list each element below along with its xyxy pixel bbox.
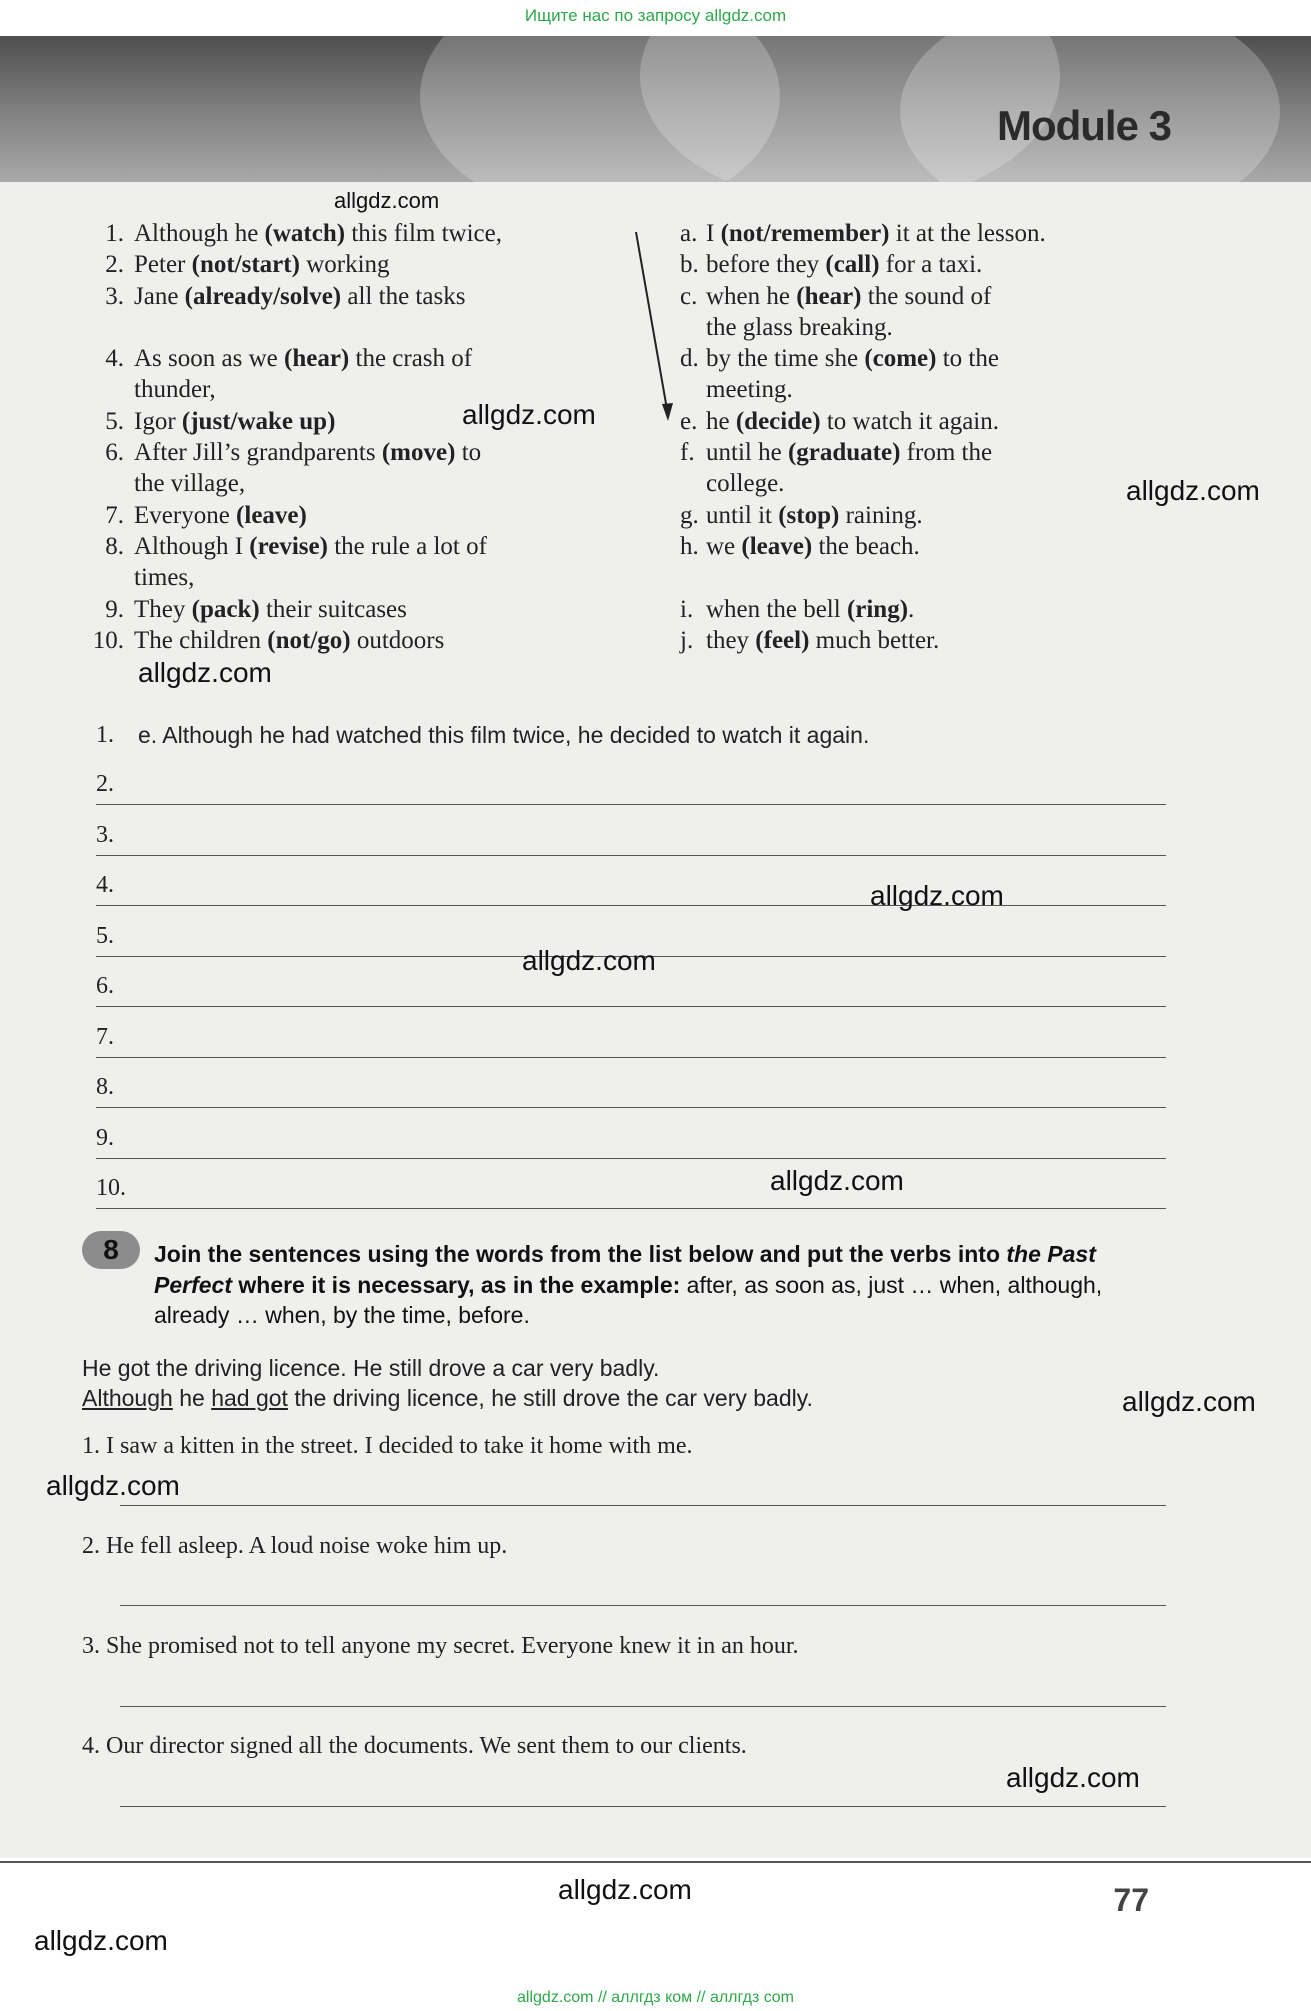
watermark: allgdz.com — [34, 1925, 168, 1956]
watermark: allgdz.com — [1006, 1762, 1140, 1793]
clause-text: As soon as we — [134, 345, 284, 373]
clause-text: Although I — [134, 532, 250, 560]
clause-label: 10. — [92, 626, 124, 654]
clause-text: the crash of — [349, 345, 473, 373]
clause-label: 8. — [105, 532, 124, 560]
verb-prompt: (already/solve) — [184, 282, 342, 310]
clause-text: The children — [134, 626, 268, 654]
verb-prompt: (leave) — [741, 532, 813, 560]
clause-text: when he — [706, 282, 797, 310]
page-number: 77 — [1113, 1882, 1149, 1918]
clause-label: g. — [680, 501, 699, 529]
answer-line[interactable] — [96, 1159, 1166, 1210]
clause-text: their suitcases — [259, 595, 407, 623]
clause-label: f. — [680, 439, 695, 467]
clause-text: I — [706, 220, 721, 247]
clause-text: until it — [706, 501, 779, 529]
watermark: allgdz.com — [522, 945, 656, 976]
clause-text: Everyone — [134, 501, 237, 529]
watermark: allgdz.com — [462, 399, 596, 430]
clause-text: thunder, — [134, 376, 216, 404]
example-sentence-1: He got the driving licence. He still drove a car very badly. — [82, 1355, 660, 1381]
verb-prompt: (move) — [381, 439, 456, 467]
verb-prompt: (stop) — [778, 501, 840, 529]
watermark: allgdz.com — [138, 657, 272, 688]
verb-prompt: (hear) — [796, 282, 862, 310]
clause-label: e. — [680, 407, 698, 435]
clause-text: the glass breaking. — [706, 313, 893, 341]
verb-prompt: (ring) — [846, 595, 909, 623]
answer-line[interactable] — [96, 1108, 1166, 1159]
clause-text: the rule a lot of — [327, 532, 487, 560]
answer-number: 5. — [96, 922, 114, 949]
top-promo-note[interactable]: Ищите нас по запросу allgdz.com — [524, 6, 787, 25]
verb-prompt: (pack) — [191, 595, 260, 623]
clause-text: for a taxi. — [879, 251, 983, 279]
clause-text: much better. — [809, 626, 940, 654]
clause-text: he — [706, 407, 736, 435]
answer-number: 4. — [96, 872, 114, 898]
clause-text: Peter — [134, 251, 192, 279]
clause-text: outdoors — [350, 626, 445, 654]
verb-prompt: (just/wake up) — [181, 407, 336, 435]
clause-label: h. — [680, 532, 699, 560]
clause-text: all the tasks — [341, 282, 466, 310]
verb-prompt: (leave) — [236, 501, 307, 529]
clause-label: 4. — [105, 345, 124, 373]
clause-text: to — [455, 439, 482, 467]
answer-number: 9. — [96, 1124, 114, 1151]
footer-rule — [0, 1861, 1311, 1863]
clause-label: 9. — [105, 595, 124, 623]
watermark: allgdz.com — [334, 188, 440, 213]
verb-prompt: (not/remember) — [720, 220, 890, 247]
clause-label: j. — [680, 626, 694, 654]
clause-text: to watch it again. — [820, 407, 999, 435]
clause-text: the village, — [134, 470, 246, 498]
clause-text: it at the lesson. — [889, 220, 1046, 247]
answer-number: 2. — [96, 771, 114, 797]
clause-label: 3. — [105, 282, 124, 310]
answer-line[interactable] — [96, 856, 1166, 907]
clause-text: until he — [706, 439, 788, 467]
clause-label: i. — [680, 595, 694, 623]
watermark: allgdz.com — [558, 1874, 692, 1905]
clause-text: Although he — [134, 220, 265, 247]
task-2-line[interactable] — [120, 1605, 1166, 1606]
bottom-promo-note[interactable]: allgdz.com // аллгдз ком // аллгдз com — [517, 1989, 794, 2006]
clause-text: . — [908, 595, 915, 623]
exercise-8-title: Join the sentences using the words from the list below and put the verbs into the Past Perfect where it is necessary, as in the example: after, as soon as, just … when, although, already … when, by the time, before. — [154, 1241, 1103, 1328]
clause-text: from the — [900, 439, 993, 467]
watermark: allgdz.com — [1126, 475, 1260, 506]
task-1-line[interactable] — [120, 1505, 1166, 1506]
watermark: allgdz.com — [870, 880, 1004, 911]
module-title: Module 3 — [996, 102, 1171, 149]
verb-prompt: (not/start) — [191, 251, 300, 279]
clause-text: raining. — [839, 501, 923, 529]
answer-number: 6. — [96, 973, 114, 999]
verb-prompt: (call) — [825, 251, 880, 279]
answer-number: 3. — [96, 821, 114, 848]
clause-text: the sound of — [861, 282, 992, 310]
verb-prompt: (decide) — [735, 407, 821, 435]
clause-text: by the time she — [706, 345, 865, 373]
watermark: allgdz.com — [770, 1165, 904, 1196]
verb-prompt: (revise) — [249, 532, 328, 560]
answer-line[interactable] — [96, 805, 1166, 856]
clause-text: the beach. — [812, 532, 920, 560]
clause-text: times, — [134, 564, 195, 592]
clause-text: when the bell — [706, 595, 847, 623]
answer-number: 8. — [96, 1074, 114, 1100]
clause-text: before they — [706, 251, 826, 279]
verb-prompt: (not/go) — [267, 626, 351, 654]
answer-line[interactable] — [96, 1007, 1166, 1058]
clause-label: d. — [680, 345, 699, 373]
answer-number: 1. — [96, 721, 114, 748]
exercise-8-badge: 8 — [82, 1231, 140, 1269]
answer-line[interactable] — [96, 705, 1166, 755]
task-1: 1. I saw a kitten in the street. I decided to take it home with me. — [82, 1433, 693, 1459]
clause-text: Jane — [134, 282, 185, 310]
verb-prompt: (feel) — [755, 626, 810, 654]
answer-number: 7. — [96, 1023, 114, 1050]
task-3-line[interactable] — [120, 1706, 1166, 1707]
answer-line[interactable] — [96, 1058, 1166, 1109]
clause-text: Igor — [134, 407, 182, 435]
clause-text: this film twice, — [345, 220, 502, 247]
answer-number: 10. — [96, 1175, 126, 1201]
answer-line[interactable] — [96, 755, 1166, 806]
clause-text: to the — [936, 345, 999, 373]
clause-text: we — [706, 532, 742, 560]
clause-text: They — [134, 595, 192, 623]
clause-text: meeting. — [706, 376, 793, 404]
verb-prompt: (watch) — [264, 220, 346, 247]
clause-label: a. — [680, 220, 698, 247]
clause-label: 7. — [105, 501, 124, 529]
clause-label: 5. — [105, 407, 124, 435]
verb-prompt: (graduate) — [787, 439, 901, 467]
clause-text: After Jill’s grandparents — [134, 439, 382, 467]
task-4-line[interactable] — [120, 1806, 1166, 1807]
clause-label: b. — [680, 251, 699, 279]
watermark: allgdz.com — [46, 1470, 180, 1501]
example-sentence-2: Although he had got the driving licence, he still drove the car very badly. — [82, 1385, 813, 1411]
answer-text: e. Although he had watched this film twice, he decided to watch it again. — [138, 721, 870, 748]
task-3: 3. She promised not to tell anyone my secret. Everyone knew it in an hour. — [82, 1633, 799, 1659]
clause-text: college. — [706, 470, 785, 498]
clause-label: 2. — [105, 251, 124, 279]
verb-prompt: (come) — [864, 345, 937, 373]
clause-text: working — [299, 251, 390, 279]
clause-label: 6. — [105, 439, 124, 467]
task-2: 2. He fell asleep. A loud noise woke him up. — [82, 1533, 508, 1559]
task-4: 4. Our director signed all the documents. We sent them to our clients. — [82, 1733, 747, 1759]
watermark: allgdz.com — [1122, 1386, 1256, 1417]
clause-label: 1. — [105, 220, 124, 247]
clause-label: c. — [680, 282, 698, 310]
verb-prompt: (hear) — [284, 345, 350, 373]
clause-text: they — [706, 626, 756, 654]
